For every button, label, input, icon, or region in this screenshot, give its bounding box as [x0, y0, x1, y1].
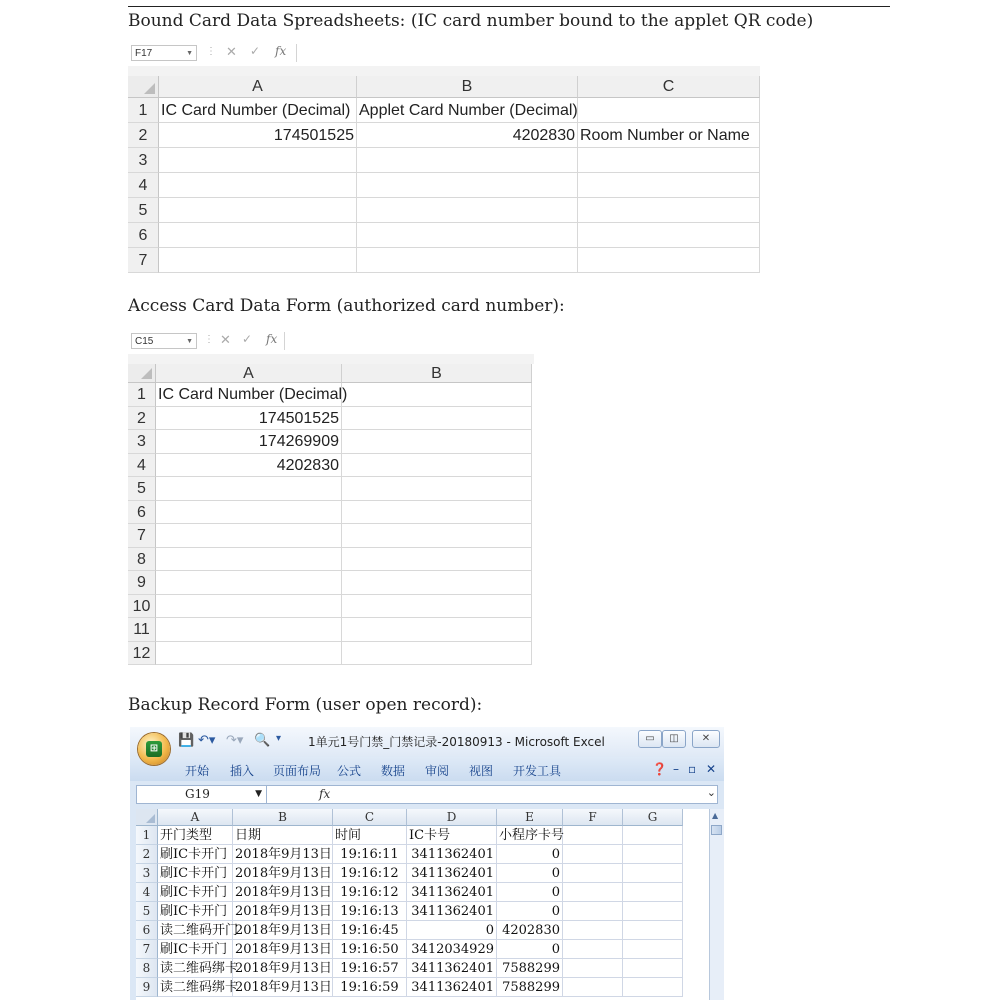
scroll-up-icon[interactable]: ▲ — [712, 811, 719, 820]
cell-a1[interactable]: IC Card Number (Decimal) — [159, 98, 357, 123]
row-header-5[interactable]: 5 — [128, 198, 159, 223]
cell-f3[interactable] — [563, 864, 623, 883]
cell-a8[interactable]: 读二维码绑卡 — [160, 961, 239, 976]
cell-e8[interactable]: 7588299 — [497, 959, 563, 978]
ribbon-minimize-icon[interactable]: – — [673, 762, 679, 776]
cell-b2[interactable]: 4202830 — [357, 123, 578, 148]
cell-a3[interactable]: 174269909 — [156, 430, 342, 454]
cell-a11[interactable] — [156, 618, 342, 642]
cell-e4[interactable]: 0 — [497, 883, 563, 902]
cell-a9[interactable] — [156, 571, 342, 595]
row-header-5[interactable]: 5 — [136, 902, 158, 921]
cell-b4[interactable] — [342, 454, 532, 478]
cell-b5[interactable] — [357, 198, 578, 223]
insert-function-icon[interactable]: fx — [266, 332, 278, 346]
name-box[interactable]: F17 ▼ — [131, 45, 197, 61]
column-header-e[interactable]: E — [497, 809, 563, 826]
formula-bar — [128, 42, 760, 67]
cell-c2[interactable]: Room Number or Name — [578, 123, 760, 148]
row-header-4[interactable]: 4 — [128, 454, 156, 478]
cell-a2[interactable]: 刷IC卡开门 — [158, 845, 233, 864]
restore-icon[interactable]: ▫ — [688, 762, 697, 776]
cell-c5[interactable]: 19:16:13 — [333, 902, 407, 921]
cell-d5[interactable]: 3411362401 — [407, 902, 497, 921]
cell-b7[interactable] — [357, 248, 578, 273]
row-header-6[interactable]: 6 — [128, 501, 156, 525]
cell-a7[interactable]: 刷IC卡开门 — [158, 940, 233, 959]
enter-check-icon[interactable]: ✓ — [242, 332, 253, 346]
column-header-d[interactable]: D — [407, 809, 497, 826]
row-header-6[interactable]: 6 — [128, 223, 159, 248]
cell-b12[interactable] — [342, 642, 532, 666]
insert-function-icon[interactable]: fx — [319, 787, 331, 801]
column-header-b[interactable]: B — [342, 364, 532, 383]
formula-input[interactable] — [296, 44, 760, 62]
cell-b5[interactable]: 2018年9月13日 — [235, 904, 332, 919]
select-all-corner[interactable] — [136, 809, 158, 826]
column-header-g[interactable]: G — [623, 809, 683, 826]
tab-home[interactable]: 开始 — [185, 764, 210, 778]
cell-c1[interactable] — [578, 98, 760, 123]
row-header-3[interactable]: 3 — [136, 864, 158, 883]
row-header-1[interactable]: 1 — [128, 98, 159, 123]
cell-g2[interactable] — [623, 845, 683, 864]
tab-view[interactable]: 视图 — [469, 764, 494, 778]
row-header-1[interactable]: 1 — [128, 383, 156, 407]
column-header-a[interactable]: A — [156, 364, 342, 383]
cell-g1[interactable] — [623, 826, 683, 845]
office-button[interactable] — [138, 733, 170, 765]
help-icon[interactable]: ❓ — [652, 762, 667, 776]
cancel-icon[interactable]: ✕ — [226, 44, 237, 59]
ribbon-tabs — [130, 757, 724, 781]
access-card-sheet — [128, 330, 534, 662]
cell-f5[interactable] — [563, 902, 623, 921]
row-header-4[interactable]: 4 — [128, 173, 159, 198]
cell-e9[interactable]: 7588299 — [497, 978, 563, 997]
cell-a6[interactable]: 读二维码开门 — [160, 923, 239, 938]
cell-a4[interactable]: 刷IC卡开门 — [158, 883, 233, 902]
cell-b3[interactable]: 2018年9月13日 — [235, 866, 332, 881]
row-header-5[interactable]: 5 — [128, 477, 156, 501]
cell-a3[interactable] — [159, 148, 357, 173]
cell-b1[interactable] — [342, 383, 532, 407]
tab-data[interactable]: 数据 — [381, 764, 406, 778]
row-header-10[interactable]: 10 — [128, 595, 156, 619]
cell-c4[interactable]: 19:16:12 — [333, 883, 407, 902]
backup-record-caption: Backup Record Form (user open record): — [128, 695, 483, 715]
row-header-7[interactable]: 7 — [128, 248, 159, 273]
cell-b3[interactable] — [342, 430, 532, 454]
cell-a7[interactable] — [156, 524, 342, 548]
column-header-b[interactable]: B — [357, 76, 578, 98]
select-all-corner[interactable] — [128, 364, 156, 383]
separator-dots-icon: ⋮ — [204, 334, 214, 345]
tab-insert[interactable]: 插入 — [230, 764, 255, 778]
cell-b4[interactable] — [357, 173, 578, 198]
cell-a2[interactable]: 174501525 — [159, 123, 357, 148]
cell-c5[interactable] — [578, 198, 760, 223]
row-header-11[interactable]: 11 — [128, 618, 156, 642]
vertical-scrollbar[interactable] — [709, 809, 724, 1000]
cell-b7[interactable]: 2018年9月13日 — [235, 942, 332, 957]
cell-e1[interactable]: 小程序卡号 — [499, 828, 565, 843]
bound-card-caption: Bound Card Data Spreadsheets: (IC card number bound to the applet QR code) — [128, 11, 814, 31]
column-header-f[interactable]: F — [563, 809, 623, 826]
cell-b9[interactable] — [342, 571, 532, 595]
cell-e3[interactable]: 0 — [497, 864, 563, 883]
cell-b9[interactable]: 2018年9月13日 — [235, 980, 332, 995]
cell-b5[interactable] — [342, 477, 532, 501]
bound-card-sheet — [128, 42, 760, 269]
title-bar — [130, 727, 724, 757]
column-header-a[interactable]: A — [159, 76, 357, 98]
select-all-corner[interactable] — [128, 76, 159, 98]
close-button[interactable]: ✕ — [692, 730, 720, 748]
cell-d9[interactable]: 3411362401 — [407, 978, 497, 997]
cell-g5[interactable] — [623, 902, 683, 921]
cell-d7[interactable]: 3412034929 — [407, 940, 497, 959]
cell-b6[interactable]: 2018年9月13日 — [235, 923, 332, 938]
redo-icon[interactable]: ↷▾ — [226, 733, 244, 748]
dropdown-arrow-icon[interactable]: ▼ — [186, 338, 193, 345]
row-header-9[interactable]: 9 — [136, 978, 158, 997]
cell-b4[interactable]: 2018年9月13日 — [235, 885, 332, 900]
cell-c8[interactable]: 19:16:57 — [333, 959, 407, 978]
column-header-c[interactable]: C — [578, 76, 760, 98]
name-box[interactable]: C15 ▼ — [131, 333, 197, 349]
cell-g6[interactable] — [623, 921, 683, 940]
cell-c3[interactable] — [578, 148, 760, 173]
cell-d3[interactable]: 3411362401 — [407, 864, 497, 883]
row-header-12[interactable]: 12 — [128, 642, 156, 666]
column-header-c[interactable]: C — [333, 809, 407, 826]
cell-c6[interactable] — [578, 223, 760, 248]
cell-f6[interactable] — [563, 921, 623, 940]
cell-b11[interactable] — [342, 618, 532, 642]
dropdown-arrow-icon[interactable]: ▼ — [186, 50, 193, 57]
cell-f1[interactable] — [563, 826, 623, 845]
cell-e5[interactable]: 0 — [497, 902, 563, 921]
cell-a5[interactable] — [156, 477, 342, 501]
cell-f8[interactable] — [563, 959, 623, 978]
customize-toolbar-icon[interactable]: ▾ — [276, 733, 282, 744]
row-header-7[interactable]: 7 — [128, 524, 156, 548]
row-header-2[interactable]: 2 — [128, 407, 156, 431]
cell-a4[interactable]: 4202830 — [156, 454, 342, 478]
cell-b1[interactable]: 日期 — [233, 826, 333, 845]
name-box[interactable]: G19 ▼ — [137, 786, 267, 803]
row-header-7[interactable]: 7 — [136, 940, 158, 959]
cell-b7[interactable] — [342, 524, 532, 548]
row-header-2[interactable]: 2 — [128, 123, 159, 148]
cell-a4[interactable] — [159, 173, 357, 198]
undo-icon[interactable]: ↶▾ — [198, 733, 216, 748]
close-workbook-icon[interactable]: ✕ — [706, 762, 717, 776]
cell-f4[interactable] — [563, 883, 623, 902]
cell-b3[interactable] — [357, 148, 578, 173]
cell-g4[interactable] — [623, 883, 683, 902]
cell-c3[interactable]: 19:16:12 — [333, 864, 407, 883]
row-header-6[interactable]: 6 — [136, 921, 158, 940]
cell-c1[interactable]: 时间 — [333, 826, 407, 845]
cell-a8[interactable] — [156, 548, 342, 572]
print-preview-icon[interactable]: 🔍 — [254, 733, 271, 748]
cell-a1[interactable]: IC Card Number (Decimal) — [156, 383, 342, 407]
cell-f7[interactable] — [563, 940, 623, 959]
cell-g7[interactable] — [623, 940, 683, 959]
cell-a12[interactable] — [156, 642, 342, 666]
cancel-icon[interactable]: ✕ — [220, 332, 231, 347]
cell-d8[interactable]: 3411362401 — [407, 959, 497, 978]
cell-d6[interactable]: 0 — [407, 921, 497, 940]
column-header-b[interactable]: B — [233, 809, 333, 826]
cell-c7[interactable] — [578, 248, 760, 273]
row-header-3[interactable]: 3 — [128, 148, 159, 173]
cell-a5[interactable] — [159, 198, 357, 223]
cell-a9[interactable]: 读二维码绑卡 — [160, 980, 239, 995]
cell-f2[interactable] — [563, 845, 623, 864]
cell-b6[interactable] — [357, 223, 578, 248]
cell-b6[interactable] — [342, 501, 532, 525]
cell-a2[interactable]: 174501525 — [156, 407, 342, 431]
cell-g8[interactable] — [623, 959, 683, 978]
row-header-1[interactable]: 1 — [136, 826, 158, 845]
cell-a10[interactable] — [156, 595, 342, 619]
cell-g9[interactable] — [623, 978, 683, 997]
enter-check-icon[interactable]: ✓ — [250, 44, 261, 58]
tab-review[interactable]: 审阅 — [425, 764, 450, 778]
cell-c4[interactable] — [578, 173, 760, 198]
cell-b8[interactable] — [342, 548, 532, 572]
access-card-caption: Access Card Data Form (authorized card number): — [128, 296, 565, 316]
cell-a6[interactable] — [159, 223, 357, 248]
cell-e7[interactable]: 0 — [497, 940, 563, 959]
column-header-a[interactable]: A — [158, 809, 233, 826]
minimize-button[interactable]: ▭ — [638, 730, 662, 748]
insert-function-icon[interactable]: fx — [275, 44, 287, 58]
separator-dots-icon: ⋮ — [206, 46, 216, 57]
cell-c7[interactable]: 19:16:50 — [333, 940, 407, 959]
row-header-4[interactable]: 4 — [136, 883, 158, 902]
row-header-8[interactable]: 8 — [128, 548, 156, 572]
cell-d4[interactable]: 3411362401 — [407, 883, 497, 902]
formula-bar — [136, 785, 718, 804]
grid — [136, 809, 710, 1000]
tab-developer[interactable]: 开发工具 — [513, 764, 562, 778]
formula-input[interactable] — [284, 332, 534, 350]
cell-e2[interactable]: 0 — [497, 845, 563, 864]
scroll-thumb[interactable] — [711, 825, 722, 835]
row-header-2[interactable]: 2 — [136, 845, 158, 864]
cell-a6[interactable] — [156, 501, 342, 525]
cell-c6[interactable]: 19:16:45 — [333, 921, 407, 940]
cell-c9[interactable]: 19:16:59 — [333, 978, 407, 997]
cell-a1[interactable]: 开门类型 — [158, 826, 233, 845]
cell-a7[interactable] — [159, 248, 357, 273]
cell-a5[interactable]: 刷IC卡开门 — [158, 902, 233, 921]
cell-b2[interactable]: 2018年9月13日 — [235, 847, 332, 862]
cell-b2[interactable] — [342, 407, 532, 431]
row-header-8[interactable]: 8 — [136, 959, 158, 978]
tab-page-layout[interactable]: 页面布局 — [273, 764, 322, 778]
save-icon[interactable]: 💾 — [178, 733, 195, 748]
cell-a3[interactable]: 刷IC卡开门 — [158, 864, 233, 883]
cell-b1[interactable]: Applet Card Number (Decimal) — [357, 98, 578, 123]
dropdown-arrow-icon[interactable]: ▼ — [255, 789, 262, 799]
row-header-9[interactable]: 9 — [128, 571, 156, 595]
row-header-3[interactable]: 3 — [128, 430, 156, 454]
cell-e6[interactable]: 4202830 — [497, 921, 563, 940]
cell-f9[interactable] — [563, 978, 623, 997]
cell-b10[interactable] — [342, 595, 532, 619]
expand-formula-icon[interactable]: ⌄ — [706, 786, 716, 799]
cell-b8[interactable]: 2018年9月13日 — [235, 961, 332, 976]
cell-c2[interactable]: 19:16:11 — [333, 845, 407, 864]
window-title: 1单元1号门禁_门禁记录-20180913 - Microsoft Excel — [308, 735, 605, 749]
cell-g3[interactable] — [623, 864, 683, 883]
cell-d2[interactable]: 3411362401 — [407, 845, 497, 864]
cell-d1[interactable]: IC卡号 — [407, 826, 497, 845]
office-logo-icon: ⊞ — [146, 741, 162, 757]
tab-formulas[interactable]: 公式 — [337, 764, 362, 778]
maximize-button[interactable]: ◫ — [662, 730, 686, 748]
excel-window — [130, 727, 724, 1000]
formula-bar — [128, 330, 534, 355]
top-rule — [128, 6, 890, 7]
